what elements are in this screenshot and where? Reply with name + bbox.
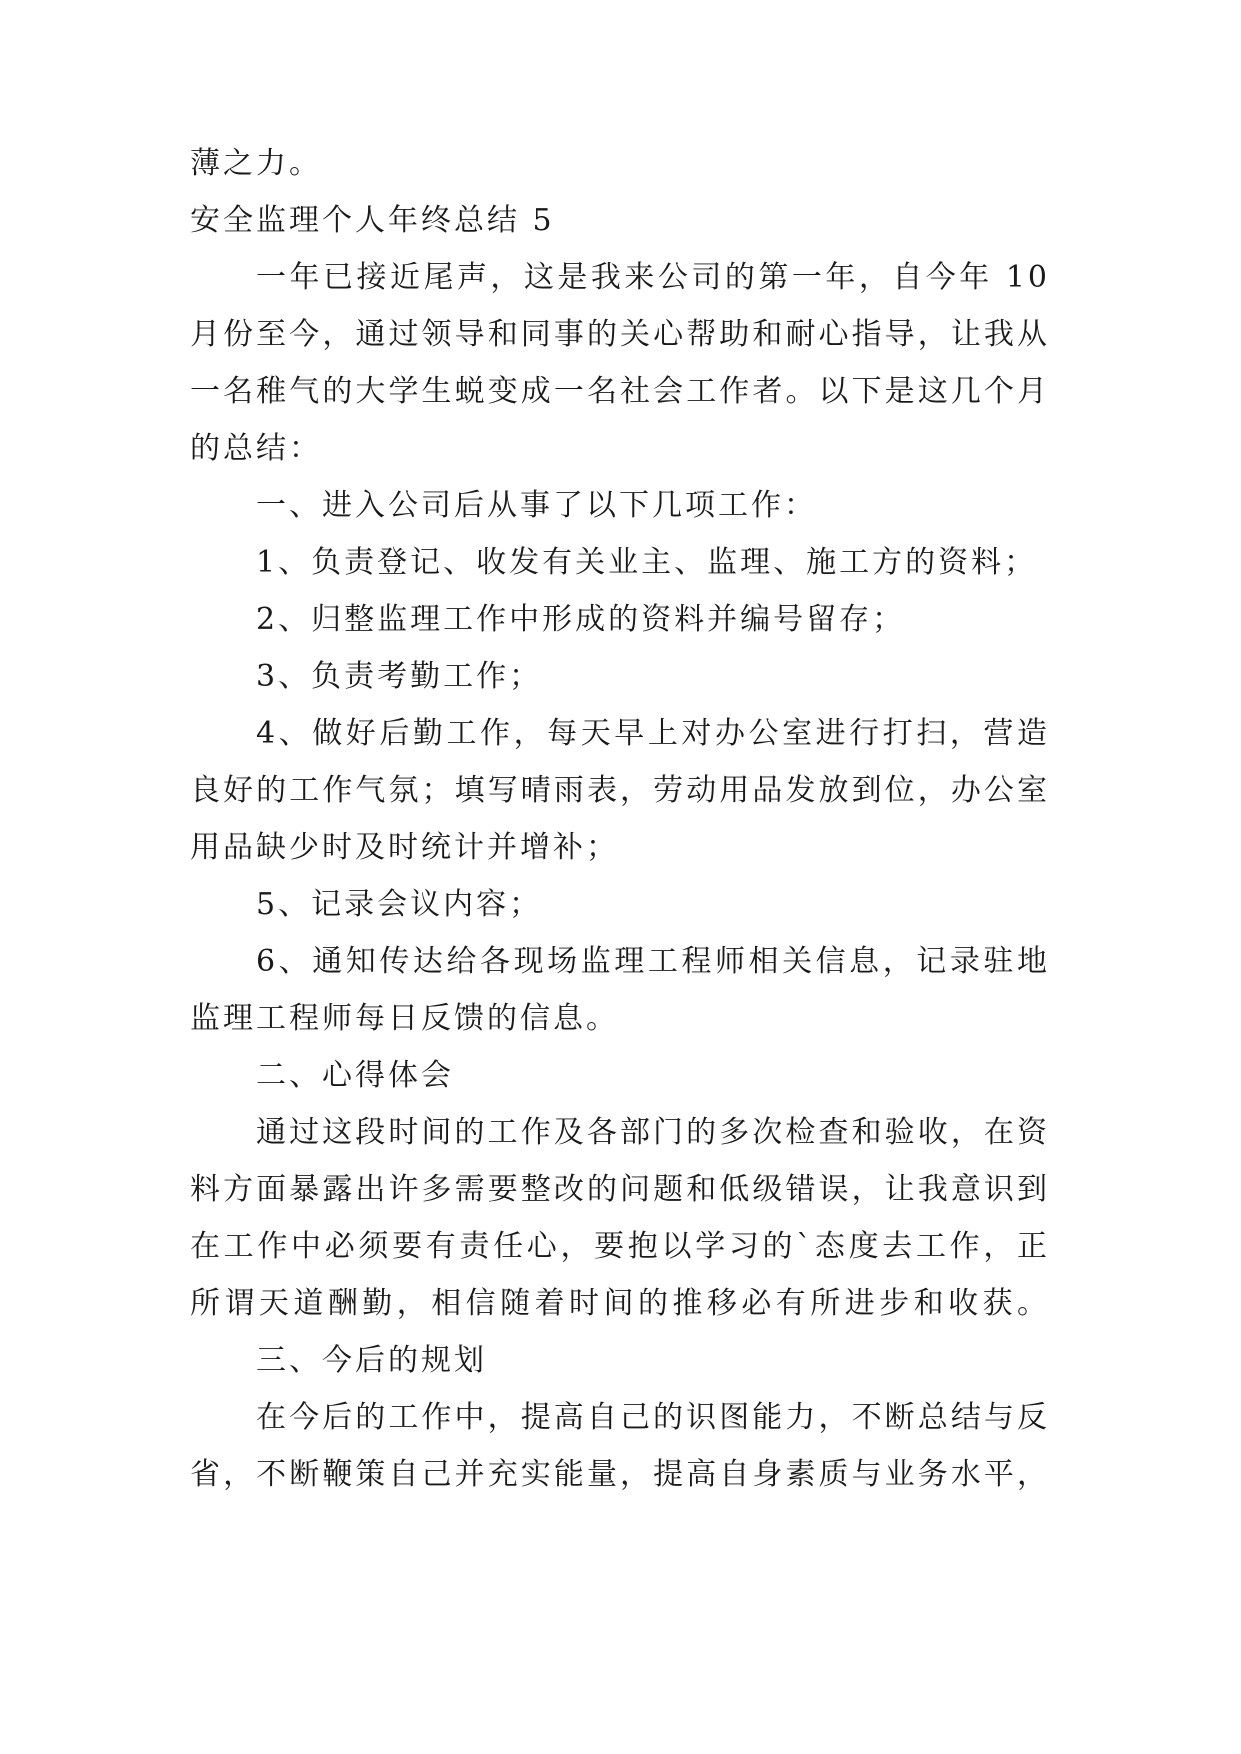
list-item: 2、归整监理工作中形成的资料并编号留存；: [256, 602, 906, 637]
list-item: 6、通知传达给各现场监理工程师相关信息，记录驻地: [256, 944, 1050, 979]
heading-line: 一、进入公司后从事了以下几项工作：: [256, 488, 817, 523]
text-line: 在今后的工作中，提高自己的识图能力，不断总结与反: [256, 1400, 1050, 1435]
text-line: 一名稚气的大学生蜕变成一名社会工作者。以下是这几个月: [190, 374, 1050, 409]
text-line: 通过这段时间的工作及各部门的多次检查和验收，在资: [256, 1115, 1050, 1150]
text-line: 薄之力。: [190, 146, 322, 181]
text-line: 月份至今，通过领导和同事的关心帮助和耐心指导，让我从: [190, 317, 1050, 352]
heading-line: 二、心得体会: [256, 1058, 454, 1093]
text-line: 在工作中必须要有责任心，要抱以学习的`态度去工作，正: [190, 1229, 1050, 1264]
section-title: 安全监理个人年终总结 5: [190, 203, 555, 238]
list-item: 3、负责考勤工作；: [256, 659, 543, 694]
text-line: 良好的工作气氛；填写晴雨表，劳动用品发放到位，办公室: [190, 773, 1050, 808]
list-item: 4、做好后勤工作，每天早上对办公室进行打扫，营造: [256, 716, 1050, 751]
heading-line: 三、今后的规划: [256, 1343, 487, 1378]
list-item: 5、记录会议内容；: [256, 887, 543, 922]
text-line: 省，不断鞭策自己并充实能量，提高自身素质与业务水平，: [190, 1457, 1050, 1492]
text-line: 的总结：: [190, 431, 322, 466]
text-line: 用品缺少时及时统计并增补；: [190, 830, 619, 865]
text-line: 料方面暴露出许多需要整改的问题和低级错误，让我意识到: [190, 1172, 1050, 1207]
text-line: 监理工程师每日反馈的信息。: [190, 1001, 619, 1036]
text-line: 所谓天道酬勤，相信随着时间的推移必有所进步和收获。: [190, 1286, 1050, 1321]
list-item: 1、负责登记、收发有关业主、监理、施工方的资料；: [256, 545, 1038, 580]
text-line: 一年已接近尾声，这是我来公司的第一年，自今年 10: [256, 260, 1050, 295]
